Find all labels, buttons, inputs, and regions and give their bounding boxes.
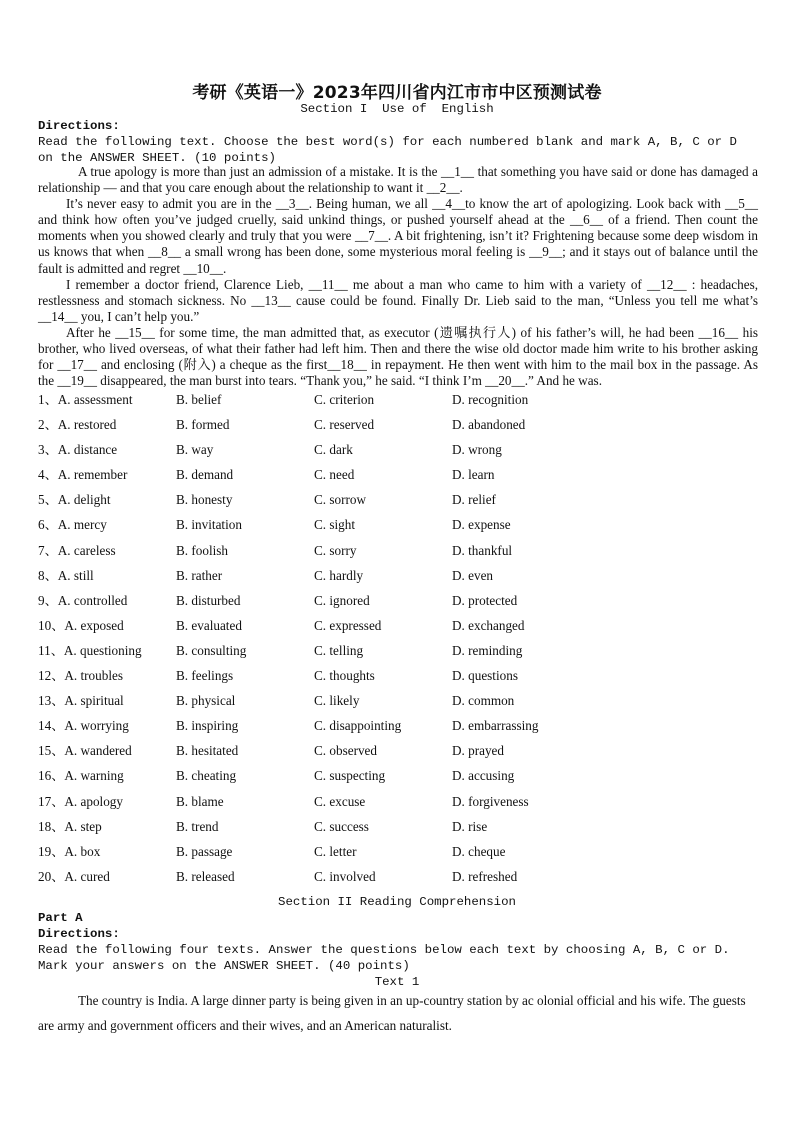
option-label: B. <box>176 592 189 608</box>
option-text: evaluated <box>191 617 242 633</box>
option-label: B. <box>176 542 189 558</box>
option-c[interactable] <box>314 593 370 609</box>
option-label: B. <box>176 617 189 633</box>
option-text: invitation <box>191 517 242 533</box>
option-label: B. <box>176 743 189 759</box>
option-label: 9、A. <box>38 592 71 608</box>
option-label: D. <box>452 793 465 809</box>
answer-options <box>38 392 758 894</box>
option-label: B. <box>176 567 189 583</box>
directions-label: Directions: <box>38 927 120 941</box>
option-label: B. <box>176 768 189 784</box>
option-label: 16、A. <box>38 768 78 784</box>
option-text: forgiveness <box>468 793 529 809</box>
option-d[interactable] <box>452 543 512 559</box>
option-a[interactable] <box>38 593 127 609</box>
option-b[interactable] <box>176 543 228 559</box>
option-text: physical <box>191 693 236 709</box>
option-text: remember <box>73 467 128 483</box>
directions-text: Read the following four texts. Answer the questions below each text by choosing A, B, C or D. Mark your answers on the ANSWER SHEET. (40 points) <box>38 943 730 973</box>
option-d[interactable] <box>452 718 538 734</box>
option-text: recognition <box>468 392 529 407</box>
option-text: thankful <box>468 542 513 558</box>
option-c[interactable] <box>314 819 369 835</box>
option-text: controlled <box>73 592 128 608</box>
option-row <box>38 492 758 517</box>
section-2-title: Section II Reading Comprehension <box>278 895 516 909</box>
option-label: 4、A. <box>38 467 71 483</box>
option-b[interactable] <box>176 794 224 810</box>
option-label: 1、A. <box>38 392 71 407</box>
option-text: telling <box>329 642 364 658</box>
option-text: mercy <box>73 517 107 533</box>
option-b[interactable] <box>176 618 242 634</box>
option-label: 6、A. <box>38 517 71 533</box>
option-label: B. <box>176 467 189 483</box>
option-label: D. <box>452 818 465 834</box>
option-c[interactable] <box>314 543 357 559</box>
option-label: B. <box>176 417 189 433</box>
option-row <box>38 467 758 492</box>
option-text: belief <box>191 392 222 407</box>
option-text: distance <box>73 442 118 458</box>
option-label: D. <box>452 442 465 458</box>
option-text: wrong <box>468 442 502 458</box>
option-label: C. <box>314 668 327 684</box>
option-d[interactable] <box>452 392 528 408</box>
option-text: exchanged <box>468 617 525 633</box>
option-a[interactable] <box>38 643 142 659</box>
option-text: formed <box>191 417 230 433</box>
option-text: released <box>191 868 235 884</box>
option-c[interactable] <box>314 517 355 533</box>
option-d[interactable] <box>452 618 525 634</box>
option-label: C. <box>314 743 327 759</box>
option-text: suspecting <box>329 768 386 784</box>
option-text: rather <box>191 567 223 583</box>
option-label: 3、A. <box>38 442 71 458</box>
option-text: sorry <box>329 542 357 558</box>
option-label: D. <box>452 567 465 583</box>
option-label: C. <box>314 718 327 734</box>
option-d[interactable] <box>452 643 522 659</box>
option-row <box>38 743 758 768</box>
option-text: learn <box>468 467 495 483</box>
option-text: relief <box>468 492 496 508</box>
option-b[interactable] <box>176 768 236 784</box>
option-label: D. <box>452 843 465 859</box>
option-text: protected <box>468 592 518 608</box>
option-b[interactable] <box>176 869 235 885</box>
option-b[interactable] <box>176 718 238 734</box>
option-text: sight <box>329 517 356 533</box>
option-text: box <box>80 843 101 859</box>
part-a-label: Part A <box>38 911 83 925</box>
option-text: embarrassing <box>468 718 539 734</box>
option-text: likely <box>329 693 360 709</box>
option-text: restored <box>73 417 117 433</box>
option-text: consulting <box>191 642 247 658</box>
option-text: refreshed <box>468 868 518 884</box>
option-b[interactable] <box>176 417 229 433</box>
option-label: B. <box>176 718 189 734</box>
option-text: careless <box>73 542 116 558</box>
option-row <box>38 794 758 819</box>
passage-paragraph: I remember a doctor friend, Clarence Lieb, __11__ me about a man who came to him with a variety of __12__ : headaches, restlessness and stomach sickness. No __13__ cause could be found. Finally Dr. Lieb said to the man, “Unless you tell me what’s __14__ you, I can’t help you.” <box>38 276 758 324</box>
option-a[interactable] <box>38 392 133 408</box>
option-text: accusing <box>468 768 515 784</box>
option-label: B. <box>176 642 189 658</box>
option-label: D. <box>452 542 465 558</box>
option-label: B. <box>176 818 189 834</box>
directions-text: Read the following text. Choose the best word(s) for each numbered blank and mark A, B, C or D on the ANSWER SHEET. (10 points) <box>38 135 737 165</box>
option-text: step <box>80 818 102 834</box>
option-text: foolish <box>191 542 229 558</box>
option-text: trend <box>191 818 219 834</box>
passage-paragraph: A true apology is more than just an admission of a mistake. It is the __1__ that something you have said or done has damaged a relationship — and that you care enough about the relationship to want it __2__. <box>38 164 758 196</box>
option-label: B. <box>176 693 189 709</box>
option-label: C. <box>314 492 327 508</box>
option-b[interactable] <box>176 593 240 609</box>
option-text: criterion <box>329 392 375 407</box>
option-label: C. <box>314 818 327 834</box>
option-label: 20、A. <box>38 868 78 884</box>
option-a[interactable] <box>38 819 102 835</box>
option-text: need <box>329 467 355 483</box>
option-label: D. <box>452 517 465 533</box>
option-row <box>38 643 758 668</box>
option-row <box>38 819 758 844</box>
part-a <box>38 910 758 974</box>
option-a[interactable] <box>38 618 124 634</box>
option-c[interactable] <box>314 643 363 659</box>
option-text: demand <box>191 467 234 483</box>
option-label: B. <box>176 668 189 684</box>
option-label: 14、A. <box>38 718 78 734</box>
option-c[interactable] <box>314 718 401 734</box>
option-label: C. <box>314 467 327 483</box>
option-label: C. <box>314 567 327 583</box>
page-title: 考研《英语一》2023年四川省内江市市中区预测试卷 <box>192 83 602 103</box>
option-a[interactable] <box>38 693 124 709</box>
option-text: spiritual <box>80 693 124 709</box>
option-a[interactable] <box>38 668 123 684</box>
option-label: 11、A. <box>38 642 77 658</box>
option-b[interactable] <box>176 492 232 508</box>
option-row <box>38 768 758 793</box>
option-text: questioning <box>80 642 142 658</box>
option-label: 2、A. <box>38 417 71 433</box>
option-label: B. <box>176 442 189 458</box>
option-a[interactable] <box>38 718 129 734</box>
option-row <box>38 417 758 442</box>
option-a[interactable] <box>38 442 117 458</box>
option-c[interactable] <box>314 492 366 508</box>
option-text: honesty <box>191 492 233 508</box>
option-c[interactable] <box>314 743 377 759</box>
option-row <box>38 869 758 894</box>
option-text: apology <box>80 793 123 809</box>
option-a[interactable] <box>38 467 127 483</box>
option-text: hardly <box>329 567 364 583</box>
option-d[interactable] <box>452 517 511 533</box>
option-text: disturbed <box>191 592 241 608</box>
option-label: D. <box>452 417 465 433</box>
option-label: C. <box>314 542 327 558</box>
option-label: C. <box>314 417 327 433</box>
option-label: D. <box>452 392 465 407</box>
option-text: cured <box>80 868 110 884</box>
option-row <box>38 618 758 643</box>
option-label: 10、A. <box>38 617 78 633</box>
option-b[interactable] <box>176 693 235 709</box>
option-label: C. <box>314 793 327 809</box>
option-a[interactable] <box>38 492 111 508</box>
option-b[interactable] <box>176 568 222 584</box>
option-c[interactable] <box>314 442 353 458</box>
option-text: passage <box>191 843 233 859</box>
option-label: 7、A. <box>38 542 71 558</box>
option-c[interactable] <box>314 417 374 433</box>
option-text: feelings <box>191 668 234 684</box>
option-text: common <box>468 693 515 709</box>
option-a[interactable] <box>38 743 132 759</box>
option-text: still <box>73 567 94 583</box>
option-label: C. <box>314 768 327 784</box>
option-label: 19、A. <box>38 843 78 859</box>
option-label: D. <box>452 467 465 483</box>
option-text: cheating <box>191 768 237 784</box>
option-row <box>38 593 758 618</box>
option-label: 18、A. <box>38 818 78 834</box>
option-label: D. <box>452 743 465 759</box>
option-text: hesitated <box>191 743 239 759</box>
option-text: worrying <box>80 718 129 734</box>
option-d[interactable] <box>452 768 514 784</box>
option-d[interactable] <box>452 794 529 810</box>
option-label: C. <box>314 642 327 658</box>
option-text: expense <box>468 517 511 533</box>
option-text: abandoned <box>468 417 526 433</box>
option-d[interactable] <box>452 593 517 609</box>
option-label: D. <box>452 592 465 608</box>
option-row <box>38 668 758 693</box>
option-text: ignored <box>329 592 370 608</box>
option-a[interactable] <box>38 568 94 584</box>
option-text: reserved <box>329 417 375 433</box>
option-b[interactable] <box>176 743 238 759</box>
option-text: assessment <box>73 392 133 407</box>
option-label: 17、A. <box>38 793 78 809</box>
option-d[interactable] <box>452 417 525 433</box>
cloze-passage <box>38 164 758 389</box>
option-label: B. <box>176 843 189 859</box>
option-d[interactable] <box>452 819 487 835</box>
option-label: 8、A. <box>38 567 71 583</box>
option-b[interactable] <box>176 844 232 860</box>
option-a[interactable] <box>38 794 123 810</box>
option-label: D. <box>452 718 465 734</box>
option-label: D. <box>452 668 465 684</box>
directions-label: Directions: <box>38 119 120 133</box>
option-label: D. <box>452 492 465 508</box>
option-c[interactable] <box>314 392 374 408</box>
option-label: 15、A. <box>38 743 78 759</box>
section-1-title: Section I Use of English <box>300 102 494 116</box>
option-text: troubles <box>80 668 123 684</box>
option-label: B. <box>176 492 189 508</box>
option-c[interactable] <box>314 668 375 684</box>
option-b[interactable] <box>176 668 233 684</box>
option-text: even <box>468 567 494 583</box>
option-text: inspiring <box>191 718 239 734</box>
option-text: blame <box>191 793 224 809</box>
option-b[interactable] <box>176 467 233 483</box>
option-text: dark <box>329 442 353 458</box>
option-b[interactable] <box>176 392 221 408</box>
option-a[interactable] <box>38 869 110 885</box>
option-d[interactable] <box>452 693 514 709</box>
option-label: D. <box>452 868 465 884</box>
option-d[interactable] <box>452 467 494 483</box>
option-label: B. <box>176 517 189 533</box>
option-label: D. <box>452 768 465 784</box>
option-text: excuse <box>329 793 366 809</box>
option-a[interactable] <box>38 417 116 433</box>
option-text: letter <box>329 843 357 859</box>
option-text: disappointing <box>329 718 402 734</box>
passage-paragraph: After he __15__ for some time, the man admitted that, as executor (遗嘱执行人) of his father’s will, he had been __16__ his brother, who lived overseas, of what their father had left him. Then and there the wise old doctor made him write to his brother asking for __17__ and enclosing (附入) a cheque as the first__18__ in repayment. He then went with him to the mail box in the passage. As the __19__ disappeared, the man burst into tears. “Thank you,” he said. “I think I’m __20__.” And he was. <box>38 324 758 389</box>
text-1-title: Text 1 <box>374 975 420 989</box>
option-label: C. <box>314 517 327 533</box>
option-text: observed <box>329 743 377 759</box>
option-label: C. <box>314 868 327 884</box>
option-text: questions <box>468 668 518 684</box>
option-text: sorrow <box>329 492 367 508</box>
option-d[interactable] <box>452 844 505 860</box>
option-b[interactable] <box>176 643 246 659</box>
option-row <box>38 844 758 869</box>
option-d[interactable] <box>452 492 496 508</box>
option-text: involved <box>329 868 376 884</box>
option-label: 5、A. <box>38 492 71 508</box>
option-text: exposed <box>80 617 124 633</box>
option-c[interactable] <box>314 693 359 709</box>
option-text: rise <box>468 818 488 834</box>
option-row <box>38 718 758 743</box>
option-text: prayed <box>468 743 505 759</box>
option-row <box>38 693 758 718</box>
option-text: success <box>329 818 369 834</box>
option-text: wandered <box>80 743 132 759</box>
option-a[interactable] <box>38 768 124 784</box>
option-d[interactable] <box>452 668 518 684</box>
option-c[interactable] <box>314 768 385 784</box>
option-c[interactable] <box>314 467 354 483</box>
option-a[interactable] <box>38 543 116 559</box>
option-b[interactable] <box>176 442 213 458</box>
option-label: D. <box>452 642 465 658</box>
option-c[interactable] <box>314 618 381 634</box>
option-label: C. <box>314 442 327 458</box>
option-text: reminding <box>468 642 523 658</box>
option-row <box>38 517 758 542</box>
option-text: way <box>191 442 214 458</box>
option-row <box>38 392 758 417</box>
option-label: D. <box>452 693 465 709</box>
option-text: expressed <box>329 617 382 633</box>
option-a[interactable] <box>38 517 107 533</box>
text-1-paragraph: The country is India. A large dinner party is being given in an up-country station by ac olonial official and his wife. The guests are army and government officers and their wives, and an American naturalist. <box>38 993 746 1033</box>
option-label: B. <box>176 793 189 809</box>
option-d[interactable] <box>452 442 502 458</box>
option-c[interactable] <box>314 844 356 860</box>
option-c[interactable] <box>314 869 376 885</box>
option-c[interactable] <box>314 794 365 810</box>
option-label: D. <box>452 617 465 633</box>
option-d[interactable] <box>452 568 493 584</box>
option-text: delight <box>73 492 111 508</box>
option-label: B. <box>176 868 189 884</box>
option-label: 13、A. <box>38 693 78 709</box>
option-d[interactable] <box>452 869 517 885</box>
option-label: B. <box>176 392 189 407</box>
option-d[interactable] <box>452 743 504 759</box>
option-row <box>38 568 758 593</box>
option-text: thoughts <box>329 668 375 684</box>
passage-paragraph: It’s never easy to admit you are in the __3__. Being human, we all __4__to know the art of apologizing. Look back with __5__ and think how often you’ve judged cruelly, said unkind things, or pushed yourself ahead at the __6__ of a friend. Then count the moments when you showed clearly and truly that you were __7__. A bit frightening, isn’t it? Frightening because some deep wisdom in us knows that when __8__ a small wrong has been done, some mysterious moral feeling is __9__; and it stays out of balance until the fault is admitted and regret __10__. <box>38 196 758 276</box>
option-b[interactable] <box>176 517 242 533</box>
option-label: C. <box>314 592 327 608</box>
option-row <box>38 442 758 467</box>
option-row <box>38 543 758 568</box>
section-1-directions <box>38 118 758 166</box>
option-label: C. <box>314 693 327 709</box>
option-label: C. <box>314 617 327 633</box>
option-text: cheque <box>468 843 506 859</box>
option-label: C. <box>314 843 327 859</box>
option-text: warning <box>80 768 124 784</box>
option-label: 12、A. <box>38 668 78 684</box>
option-c[interactable] <box>314 568 363 584</box>
option-label: C. <box>314 392 327 407</box>
option-b[interactable] <box>176 819 219 835</box>
option-a[interactable] <box>38 844 100 860</box>
